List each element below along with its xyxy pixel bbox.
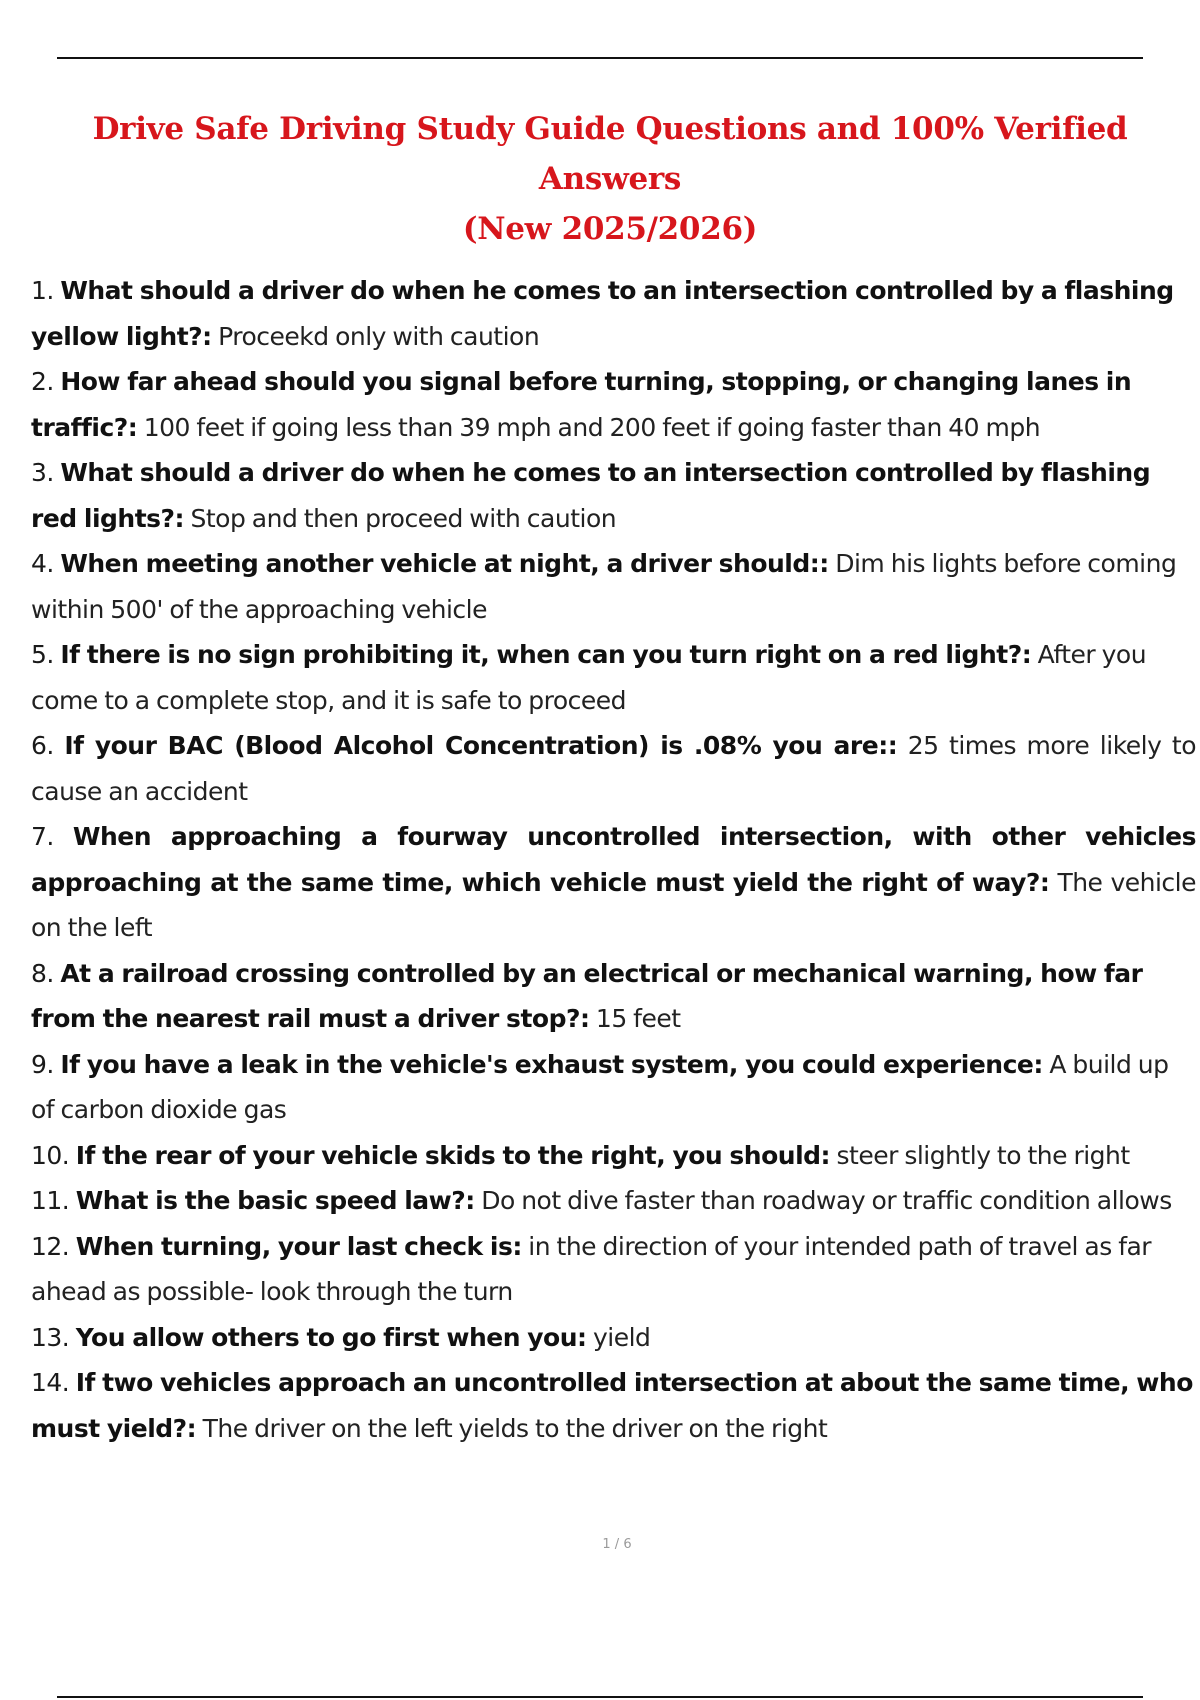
qa-item-13 <box>31 1315 1196 1361</box>
qa-item-6 <box>31 723 1196 814</box>
qa-item-8 <box>31 951 1196 1042</box>
question-text: If your BAC (Blood Alcohol Concentration) is .08% you are:: <box>64 731 898 760</box>
answer-text: Stop and then proceed with caution <box>190 503 617 533</box>
qa-item-4 <box>31 541 1196 632</box>
answer-text: The driver on the left yields to the driver on the right <box>202 1413 828 1443</box>
question-text: When turning, your last check is: <box>75 1231 522 1261</box>
answer-text: After you come to a complete stop, and it is safe to proceed <box>31 640 1147 715</box>
item-number: 11. <box>31 1186 70 1215</box>
answer-text: in the direction of your intended path of travel as far ahead as possible- look through the turn <box>31 1231 1152 1306</box>
item-number: 1. <box>31 276 54 305</box>
document-title <box>30 104 1190 254</box>
answer-text: yield <box>592 1322 651 1352</box>
question-text: At a railroad crossing controlled by an electrical or mechanical warning, how far from the nearest rail must a driver stop?: <box>31 958 1143 1033</box>
item-number: 3. <box>31 458 54 487</box>
item-number: 9. <box>31 1049 54 1079</box>
item-number: 13. <box>31 1322 70 1352</box>
question-text: If you have a leak in the vehicle's exhaust system, you could experience: <box>60 1049 1043 1079</box>
question-text: What should a driver do when he comes to an intersection controlled by a flashing yellow light?: <box>31 276 1174 351</box>
qa-item-2 <box>31 359 1196 450</box>
question-text: If two vehicles approach an uncontrolled intersection at about the same time, who must yield?: <box>31 1368 1193 1443</box>
item-number: 14. <box>31 1368 70 1397</box>
qa-item-14 <box>31 1360 1196 1451</box>
answer-text: Proceekd only with caution <box>218 321 540 351</box>
answer-text: Do not dive faster than roadway or traffic condition allows <box>481 1186 1172 1215</box>
question-text: When approaching a fourway uncontrolled intersection, with other vehicles approaching at the same time, which vehicle must yield the right of way?: <box>31 822 1197 897</box>
qa-item-5 <box>31 632 1196 723</box>
item-number: 10. <box>31 1140 70 1170</box>
question-text: If the rear of your vehicle skids to the right, you should: <box>75 1140 831 1170</box>
answer-text: Dim his lights before coming within 500' of the approaching vehicle <box>31 549 1177 624</box>
question-text: How far ahead should you signal before turning, stopping, or changing lanes in traffic?: <box>31 367 1132 442</box>
question-text: What should a driver do when he comes to an intersection controlled by flashing red lights?: <box>31 458 1151 533</box>
qa-item-3 <box>31 450 1196 541</box>
question-text: What is the basic speed law?: <box>75 1186 475 1215</box>
item-number: 12. <box>31 1231 70 1261</box>
answer-text: A build up of carbon dioxide gas <box>31 1049 1169 1124</box>
qa-item-9 <box>31 1042 1196 1133</box>
item-number: 7. <box>31 822 54 851</box>
qa-item-10 <box>31 1133 1196 1179</box>
qa-item-11 <box>31 1178 1196 1224</box>
bottom-divider <box>57 1696 1143 1698</box>
question-text: When meeting another vehicle at night, a driver should:: <box>60 549 829 578</box>
answer-text: The vehicle on the left <box>31 867 1196 942</box>
page-number: 1 / 6 <box>602 1537 632 1552</box>
answer-text: 15 feet <box>595 1004 681 1033</box>
item-number: 5. <box>31 640 54 669</box>
qa-item-1 <box>31 268 1196 359</box>
answer-text: 25 times more likely to cause an accident <box>31 731 1197 806</box>
item-number: 4. <box>31 549 54 578</box>
answer-text: 100 feet if going less than 39 mph and 200 feet if going faster than 40 mph <box>143 412 1041 442</box>
qa-item-12 <box>31 1224 1196 1315</box>
question-text: If there is no sign prohibiting it, when can you turn right on a red light?: <box>60 640 1032 669</box>
top-divider <box>57 57 1143 59</box>
question-answer-list <box>31 268 1196 1451</box>
question-text: You allow others to go first when you: <box>75 1322 587 1352</box>
item-number: 2. <box>31 367 54 396</box>
document-title-line-1: Drive Safe Driving Study Guide Questions and 100% Verified Answers <box>92 111 1128 197</box>
item-number: 8. <box>31 958 54 988</box>
item-number: 6. <box>31 731 54 760</box>
document-title-line-2: (New 2025/2026) <box>462 211 758 247</box>
qa-item-7 <box>31 814 1196 951</box>
answer-text: steer slightly to the right <box>836 1140 1130 1170</box>
